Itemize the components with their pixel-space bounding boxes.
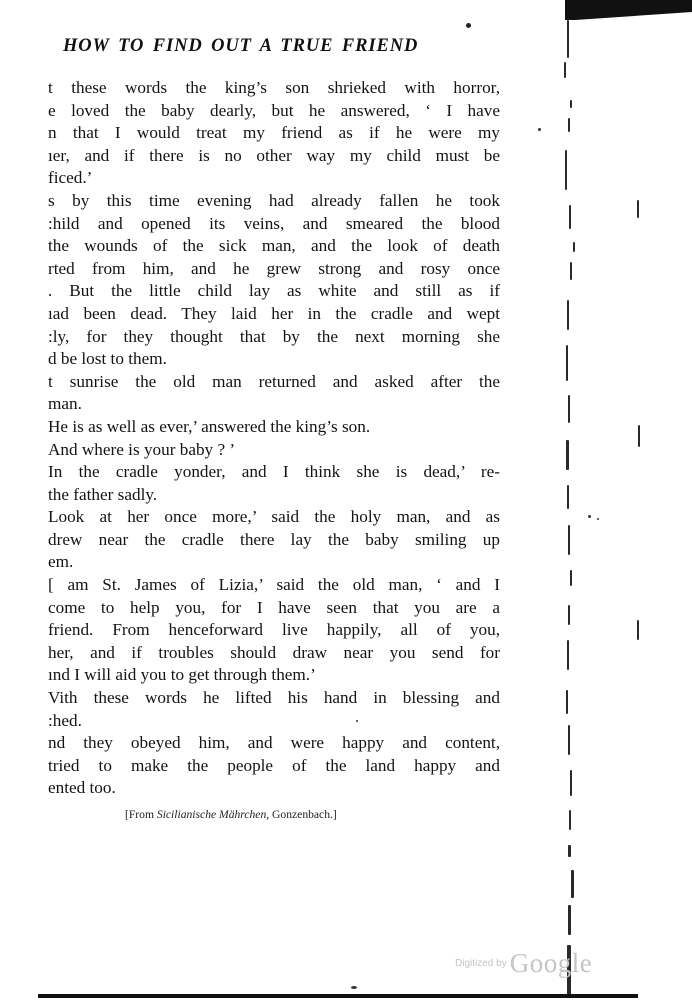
text-line: the wounds of the sick man, and the look of death (48, 236, 500, 256)
text-line: friend. From henceforward live happily, all of you, (48, 620, 500, 640)
digitized-by-google-watermark (455, 948, 592, 979)
text-line: ented too. (48, 778, 116, 798)
text-line: . But the little child lay as white and still as if (48, 281, 500, 301)
text-line: tried to make the people of the land happy and (48, 755, 500, 775)
text-line: [ am St. James of Lizia,’ said the old man, ‘ and I (48, 575, 500, 595)
text-line: Vith these words he lifted his hand in blessing and (48, 688, 500, 708)
text-line: the father sadly. (48, 484, 158, 504)
bottom-scan-edge (38, 994, 638, 998)
text-line: her, and if troubles should draw near you send for (48, 642, 500, 662)
text-line: t these words the king’s son shrieked with horror, (48, 78, 500, 97)
text-line: And where is your baby ? ’ (48, 439, 236, 459)
text-line: He is as well as ever,’ answered the king’s son. (48, 416, 371, 436)
watermark-prefix: Digitized by (455, 958, 507, 969)
text-line: In the cradle yonder, and I think she is dead,’ re- (48, 462, 500, 482)
text-line: come to help you, for I have seen that you are a (48, 597, 500, 617)
binding-margin-marks (540, 0, 692, 1000)
text-line: man. (48, 394, 82, 414)
source-open: [From (125, 808, 157, 821)
text-line: ıer, and if there is no other way my child must be (48, 145, 500, 165)
text-line: ıad been dead. They laid her in the cradle and wept (48, 303, 500, 323)
source-author: Gonzenbach.] (269, 808, 337, 821)
text-line: t sunrise the old man returned and asked after the (48, 371, 500, 391)
text-line: drew near the cradle there lay the baby smiling up (48, 529, 500, 549)
text-line: :hild and opened its veins, and smeared the blood (48, 213, 500, 233)
text-line: Look at her once more,’ said the holy man, and as (48, 507, 500, 527)
text-line: d be lost to them. (48, 349, 167, 369)
text-line: rted from him, and he grew strong and rosy once (48, 258, 500, 278)
text-line: :hed. (48, 710, 82, 730)
text-line: :ly, for they thought that by the next morning she (48, 326, 500, 346)
google-logo: Google (509, 948, 593, 978)
ink-speck (538, 128, 541, 131)
text-line: ınd I will aid you to get through them.’ (48, 665, 316, 685)
text-line: s by this time evening had already fallen he took (48, 190, 500, 210)
text-line: nd they obeyed him, and were happy and content, (48, 733, 500, 753)
body-text (48, 77, 500, 799)
ink-speck (351, 986, 357, 989)
text-line: n that I would treat my friend as if he were my (48, 123, 500, 143)
source-title: Sicilianische Mährchen, (156, 808, 270, 821)
source-citation (125, 808, 337, 821)
running-head: HOW TO FIND OUT A TRUE FRIEND (63, 36, 419, 56)
text-line: e loved the baby dearly, but he answered, ‘ I have (48, 100, 500, 120)
text-line: ficed.’ (48, 168, 93, 188)
text-line: em. (48, 552, 74, 572)
ink-speck (466, 23, 471, 28)
ink-speck (356, 720, 358, 722)
